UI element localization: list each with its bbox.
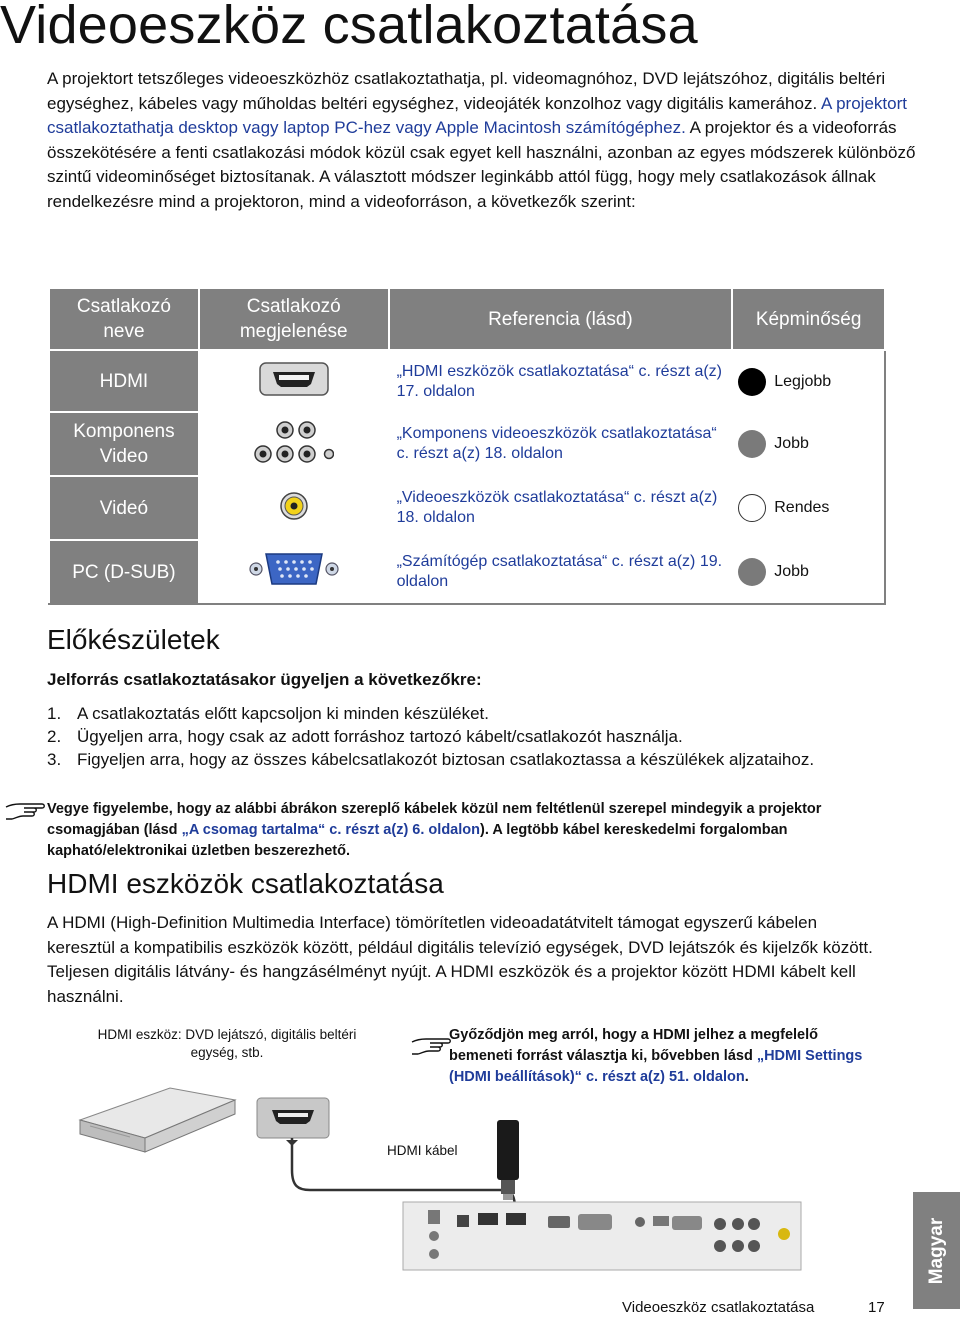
list-number: 2. [47, 727, 62, 746]
list-text: A csatlakoztatás előtt kapcsoljon ki minden készüléket. [77, 704, 489, 723]
connector-name: PC (D-SUB) [49, 540, 199, 604]
intro-text-2: A projektort csatlakoztathatja desktop vagy laptop PC-hez vagy Apple Macintosh számítógéphez. [47, 93, 907, 138]
section-title-hdmi: HDMI eszközök csatlakoztatása [47, 868, 444, 899]
quality-dot-black [738, 368, 766, 396]
footer-section-title: Videoeszköz csatlakoztatása [622, 1299, 815, 1316]
hdmi-settings-link[interactable]: „HDMI Settings (HDMI beállítások)“ c. részt a(z) 51. oldalon [449, 1048, 863, 1085]
hdmi-plug-illustration [497, 1120, 519, 1200]
note-hand-icon [4, 797, 46, 823]
hdmi-device-caption: HDMI eszköz: DVD lejátszó, digitális beltéri egység, stb. [97, 1027, 357, 1060]
list-item [47, 748, 877, 771]
projector-rear-panel-illustration [403, 1202, 801, 1270]
hdmi-port-illustration [257, 1098, 329, 1138]
header-connector-look: Csatlakozó megjelenése [199, 288, 389, 350]
note-text: ). A legtöbb kábel kereskedelmi forgalomban kapható/elektronikai üzletben beszerezhető. [47, 822, 788, 859]
page-number: 17 [868, 1299, 885, 1316]
section-title-preparation: Előkészületek [47, 624, 220, 655]
composite-video-port-icon [279, 491, 309, 521]
list-item [47, 725, 683, 748]
connector-name: Videó [49, 476, 199, 540]
list-text: Figyeljen arra, hogy az összes kábelcsatlakozót biztosan csatlakoztassa a készülékek aljzataihoz. [77, 750, 815, 769]
language-tab-label: Magyar [925, 1217, 947, 1284]
preparation-subtitle: Jelforrás csatlakoztatásakor ügyeljen a következőkre: [47, 670, 482, 689]
quality-label: Jobb [774, 435, 809, 452]
intro-text-1: A projektort tetszőleges videoeszközhöz csatlakoztathatja, pl. videomagnóhoz, DVD lejátszóhoz, digitális beltéri egységhez, kábeles vagy műholdas beltéri egységhez, videojáték konzolhoz vagy digitális kamerához. [47, 69, 886, 113]
connector-name: Komponens Video [49, 412, 199, 476]
package-note [47, 799, 877, 862]
dvd-player-illustration [80, 1088, 235, 1152]
intro-text-4: A választott módszer leginkább attól függ, hogy mely csatlakozások állnak rendelkezésre mind a projektoron, mind a videoforráson, a következők szerint: [47, 167, 876, 211]
reference-link[interactable]: „Videoeszközök csatlakoztatása“ c. részt a(z) 18. oldalon [396, 489, 718, 526]
table-row [49, 540, 885, 604]
note-text: . [744, 1069, 749, 1085]
connector-name: HDMI [49, 350, 199, 412]
connection-table [48, 287, 886, 605]
header-reference: Referencia (lásd) [389, 288, 733, 350]
hdmi-cable-label: HDMI kábel [387, 1143, 458, 1158]
page-title: Videoeszköz csatlakoztatása [0, 0, 698, 55]
table-header-row [49, 288, 885, 350]
list-number: 1. [47, 704, 62, 723]
table-row [49, 350, 885, 412]
quality-dot-gray [738, 558, 766, 586]
note-hand-icon [410, 1032, 452, 1058]
reference-link[interactable]: „Számítógép csatlakoztatása“ c. részt a(z) 19. oldalon [389, 540, 733, 604]
quality-label: Legjobb [774, 372, 832, 390]
list-text: Ügyeljen arra, hogy csak az adott forráshoz tartozó kábelt/csatlakozót használja. [77, 727, 683, 746]
header-connector-name: Csatlakozó neve [49, 288, 199, 350]
vga-port-icon [248, 550, 340, 588]
header-quality: Képminőség [732, 288, 885, 350]
intro-paragraph [47, 67, 927, 215]
language-tab [913, 1192, 960, 1309]
table-row [49, 412, 885, 476]
quality-dot-white [738, 494, 766, 522]
table-row [49, 476, 885, 540]
hdmi-paragraph: A HDMI (High-Definition Multimedia Interface) tömörítetlen videoadatátvitelt támogat egyszerű kábelen keresztül a kompatibilis eszközök között, például digitális televízió egységek, DVD lejátszók és kijelzők között. Teljesen digitális látvány- és hangzásélményt nyújt. A HDMI eszközök és a projektor között HDMI kábelt kell használni. [47, 913, 873, 1006]
quality-dot-gray [738, 430, 766, 458]
reference-link[interactable]: „Komponens videoeszközök csatlakoztatása“ c. részt a(z) 18. oldalon [396, 425, 717, 462]
component-ports-icon [254, 420, 334, 464]
note-text: Győződjön meg arról, hogy a HDMI jelhez a megfelelő bemeneti forrást választja ki, bővebben lásd [449, 1027, 819, 1064]
intro-text-3: A projektor és a videoforrás összekötésére a fenti csatlakozási módok közül csak egyet kell használni, azonban az egyes módszerek különböző szintű videominőséget biztosítanak. [47, 118, 916, 187]
hdmi-connection-diagram [60, 1060, 805, 1275]
list-number: 3. [47, 750, 62, 769]
quality-label: Rendes [774, 499, 830, 516]
list-item [47, 702, 489, 725]
note-text: Vegye figyelembe, hogy az alábbi ábrákon szereplő kábelek közül nem feltétlenül szerepel mindegyik a projektor csomagjában (lásd [47, 801, 822, 838]
package-contents-link[interactable]: „A csomag tartalma“ c. részt a(z) 6. oldalon [181, 822, 480, 838]
quality-label: Jobb [774, 562, 809, 580]
reference-link[interactable]: „HDMI eszközök csatlakoztatása“ c. részt a(z) 17. oldalon [396, 362, 723, 400]
hdmi-port-icon [259, 362, 329, 396]
